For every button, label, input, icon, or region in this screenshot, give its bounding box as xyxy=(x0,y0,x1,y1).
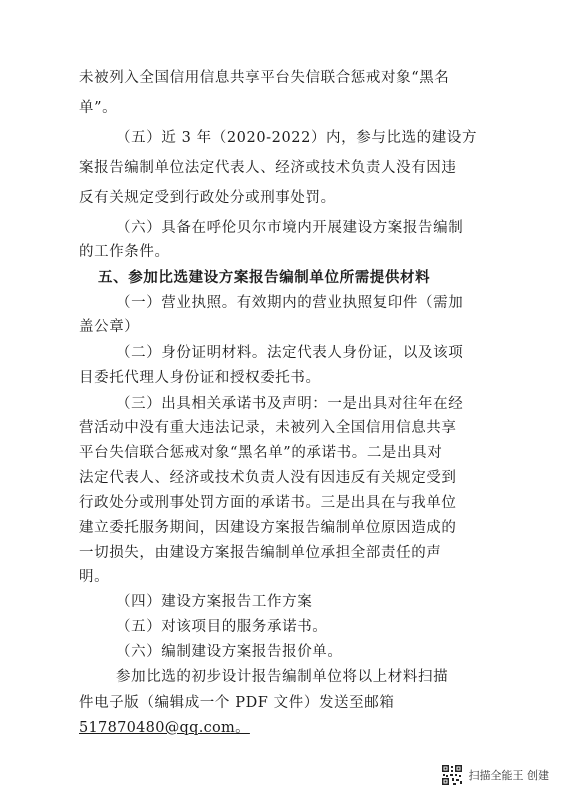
text-line: （二）身份证明材料。法定代表人身份证，以及该项 xyxy=(116,345,464,361)
watermark-text: 扫描全能王 创建 xyxy=(468,769,549,782)
text-line: 盖公章） xyxy=(79,319,140,335)
text-line: 一切损失，由建设方案报告编制单位承担全部责任的声 xyxy=(79,545,442,561)
scanner-watermark xyxy=(441,764,550,786)
text-line: 参加比选的初步设计报告编制单位将以上材料扫描 xyxy=(116,669,449,685)
text-line: （五）近 3 年（2020-2022）内，参与比选的建设方 xyxy=(116,130,478,146)
qr-code-icon xyxy=(441,764,463,786)
text-line: （五）对该项目的服务承诺书。 xyxy=(116,619,328,635)
text-line: 件电子版（编辑成一个 PDF 文件）发送至邮箱 xyxy=(79,695,395,711)
text-line: 法定代表人、经济或技术负责人没有因违反有关规定受到 xyxy=(79,470,457,486)
section-heading: 五、参加比选建设方案报告编制单位所需提供材料 xyxy=(98,269,431,286)
text-line: 营活动中没有重大违法记录，未被列入全国信用信息共享 xyxy=(79,420,457,436)
email-line: 517870480@qq.com。 xyxy=(79,720,250,736)
text-line: （六）编制建设方案报告报价单。 xyxy=(116,644,343,660)
text-line: 目委托代理人身份证和授权委托书。 xyxy=(79,370,321,386)
text-line: 明。 xyxy=(79,569,110,585)
text-line: 建立委托服务期间，因建设方案报告编制单位原因造成的 xyxy=(79,520,457,536)
text-line: 单”。 xyxy=(79,100,118,116)
text-line: 的工作条件。 xyxy=(79,244,170,260)
text-line: （六）具备在呼伦贝尔市境内开展建设方案报告编制 xyxy=(116,220,464,236)
text-line: 行政处分或刑事处罚方面的承诺书。三是出具在与我单位 xyxy=(79,495,457,511)
text-line: （一）营业执照。有效期内的营业执照复印件（需加 xyxy=(116,295,464,311)
text-line: 未被列入全国信用信息共享平台失信联合惩戒对象“黑名 xyxy=(79,70,450,86)
text-line: （四）建设方案报告工作方案 xyxy=(116,594,313,610)
text-line: （三）出具相关承诺书及声明：一是出具对往年在经 xyxy=(116,396,464,412)
text-line: 反有关规定受到行政处分或刑事处罚。 xyxy=(79,190,336,206)
text-line: 平台失信联合惩戒对象“黑名单”的承诺书。二是出具对 xyxy=(79,445,443,461)
text-line: 案报告编制单位法定代表人、经济或技术负责人没有因违 xyxy=(79,160,457,176)
